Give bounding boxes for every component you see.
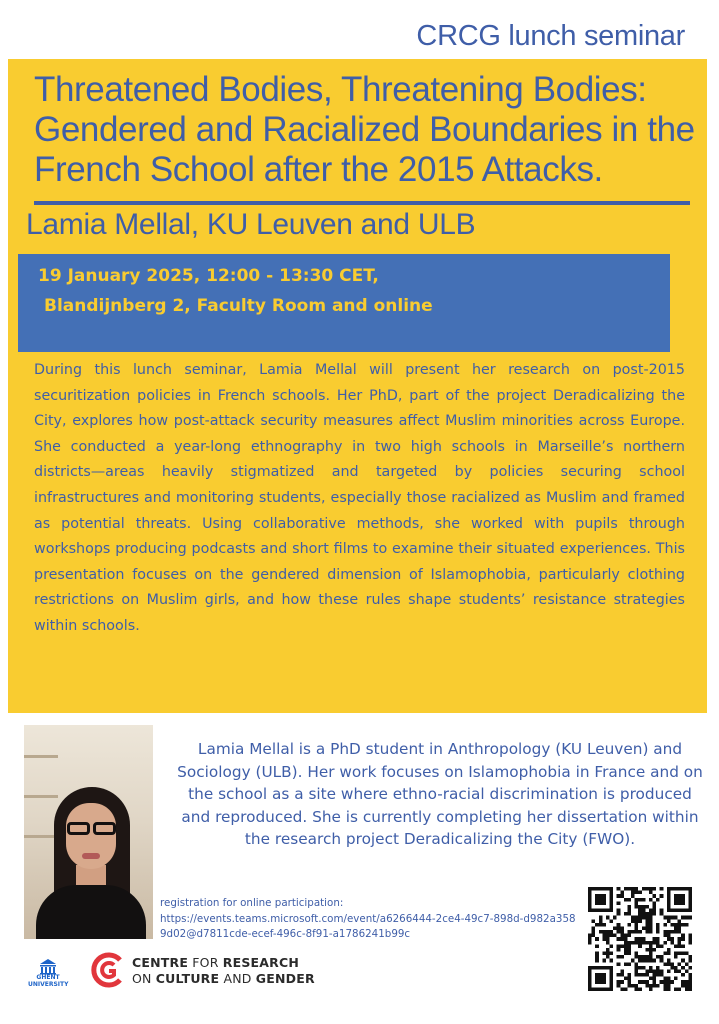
registration-label: registration for online participation: — [160, 897, 344, 909]
speaker-photo — [24, 725, 153, 939]
speaker-name: Lamia Mellal, KU Leuven and ULB — [26, 208, 476, 241]
qr-code[interactable] — [588, 887, 692, 991]
event-datetime: 19 January 2025, 12:00 - 13:30 CET, — [38, 266, 379, 286]
abstract-text: During this lunch seminar, Lamia Mellal will present her research on post-2015 securitization policies in French schools. Her PhD, part of the project Deradicalizing the City, explores how post-attack security measures affect Muslim minorities across Europe. She conducted a year-long ethnography in two high schools in Marseille’s northern districts—areas heavily stigmatized and targeted by policies securing school infrastructures and monitoring students, especially those racialized as Muslim and framed as potential threats. Using collaborative methods, she worked with pupils through workshops producing podcasts and short films to examine their situated experiences. This presentation focuses on the gendered dimension of Islamophobia, particularly clothing restrictions on Muslim girls, and how these rules shape students’ resistance strategies within schools. — [34, 362, 685, 634]
crcg-logo-icon — [90, 952, 126, 988]
ghent-university-label: GHENT UNIVERSITY — [28, 974, 69, 988]
event-title: Threatened Bodies, Threatening Bodies: Gendered and Racialized Boundaries in the French School after the 2015 Attacks. — [34, 70, 695, 189]
registration-link[interactable]: https://events.teams.microsoft.com/event/a6266444-2ce4-49c7-898d-d982a3589d02@d7811cde-ecef-496c-8f91-a1786241b99c — [160, 912, 576, 940]
series-title: CRCG lunch seminar — [416, 20, 685, 52]
title-divider — [34, 201, 690, 205]
registration-block — [160, 896, 580, 943]
crcg-logo-text: CENTRE FOR RESEARCH ON CULTURE AND GENDER — [132, 955, 315, 986]
speaker-bio: Lamia Mellal is a PhD student in Anthropology (KU Leuven) and Sociology (ULB). Her work focuses on Islamophobia in France and on the school as a site where ethno-racial discrimination is produced and reproduced. She is currently completing her dissertation within the research project Deradicalizing the City (FWO). — [177, 740, 703, 849]
event-location: Blandijnberg 2, Faculty Room and online — [44, 296, 433, 316]
